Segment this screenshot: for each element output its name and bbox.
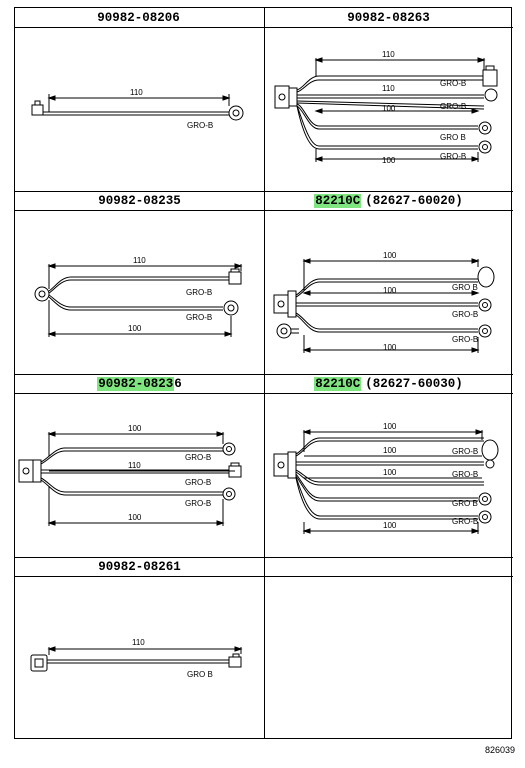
dimension-label: 100: [383, 446, 397, 455]
wire-drawing: [264, 28, 513, 191]
diagram-90982-08235: [15, 211, 264, 374]
wire-color-label: GRO-B: [452, 447, 479, 456]
reference-number: 826039: [484, 745, 515, 755]
wire-color-label: GRO-B: [440, 79, 467, 88]
diagram-90982-08263: [264, 28, 513, 191]
dimension-label: 100: [383, 422, 397, 431]
dimension-label: 110: [382, 50, 395, 59]
cell-header-3: [15, 191, 264, 211]
dimension-label: 100: [383, 251, 397, 260]
dimension-label: 110: [128, 461, 141, 470]
wire-color-label: GRO-B: [452, 310, 479, 319]
wire-color-label: GRO-B: [185, 499, 212, 508]
dimension-label: 100: [128, 324, 142, 333]
wire-color-label: GRO-B: [440, 152, 467, 161]
part-subcode: (82627-60020): [365, 194, 463, 208]
part-code: 90982-08206: [97, 10, 180, 25]
dimension-label: 100: [383, 286, 397, 295]
wire-color-label: GRO-B: [452, 470, 479, 479]
diagram-90982-08261: [15, 577, 264, 738]
dimension-label: 100: [383, 521, 397, 530]
wire-color-label: GRO B: [452, 283, 478, 292]
wire-drawing: [15, 577, 264, 738]
cell-header-1: [15, 8, 264, 28]
diagram-90982-08206: [15, 28, 264, 191]
empty-cell: [264, 577, 513, 738]
part-code: 6: [174, 377, 182, 391]
wire-color-label: GRO-B: [185, 478, 212, 487]
wire-color-label: GRO-B: [186, 288, 213, 297]
part-subcode: (82627-60030): [365, 377, 463, 391]
dimension-label: 100: [128, 513, 142, 522]
wire-color-label: GRO-B: [452, 335, 479, 344]
parts-sheet: [14, 7, 512, 739]
cell-header-5: [15, 374, 264, 394]
cell-header-2: [264, 8, 513, 28]
wire-drawing: [15, 28, 264, 191]
wire-color-label: GRO-B: [187, 121, 214, 130]
wire-color-label: GRO B: [452, 499, 478, 508]
wire-color-label: GRO-B: [185, 453, 212, 462]
wire-color-label: GRO-B: [452, 517, 479, 526]
wire-drawing: [264, 394, 513, 557]
cell-header-7: [15, 557, 264, 577]
wire-color-label: GRO B: [440, 133, 466, 142]
cell-header-4: [264, 191, 513, 211]
wire-drawing: [264, 211, 513, 374]
dimension-label: 100: [383, 343, 397, 352]
dimension-label: 100: [383, 468, 397, 477]
part-code: 90982-08235: [98, 194, 181, 208]
wire-drawing: [15, 211, 264, 374]
dimension-label: 110: [382, 84, 395, 93]
wire-drawing: [15, 394, 264, 557]
part-code-highlight: 82210C: [315, 194, 361, 208]
diagram-82210C-60030: [264, 394, 513, 557]
dimension-label: 100: [128, 424, 142, 433]
part-code: 90982-08261: [98, 560, 181, 574]
wire-color-label: GRO-B: [440, 102, 467, 111]
part-code: 90982-08263: [347, 10, 430, 25]
part-code-highlight: 90982-0823: [98, 377, 174, 391]
wire-color-label: GRO B: [187, 670, 213, 679]
diagram-82210C-60020: [264, 211, 513, 374]
part-code-highlight: 82210C: [315, 377, 361, 391]
wire-color-label: GRO-B: [186, 313, 213, 322]
diagram-90982-08236: [15, 394, 264, 557]
dimension-label: 100: [382, 104, 396, 113]
dimension-label: 110: [132, 638, 145, 647]
cell-header-6: [264, 374, 513, 394]
cell-header-8: [264, 557, 513, 577]
dimension-label: 100: [382, 156, 396, 165]
dimension-label: 110: [130, 88, 143, 97]
dimension-label: 110: [133, 256, 146, 265]
